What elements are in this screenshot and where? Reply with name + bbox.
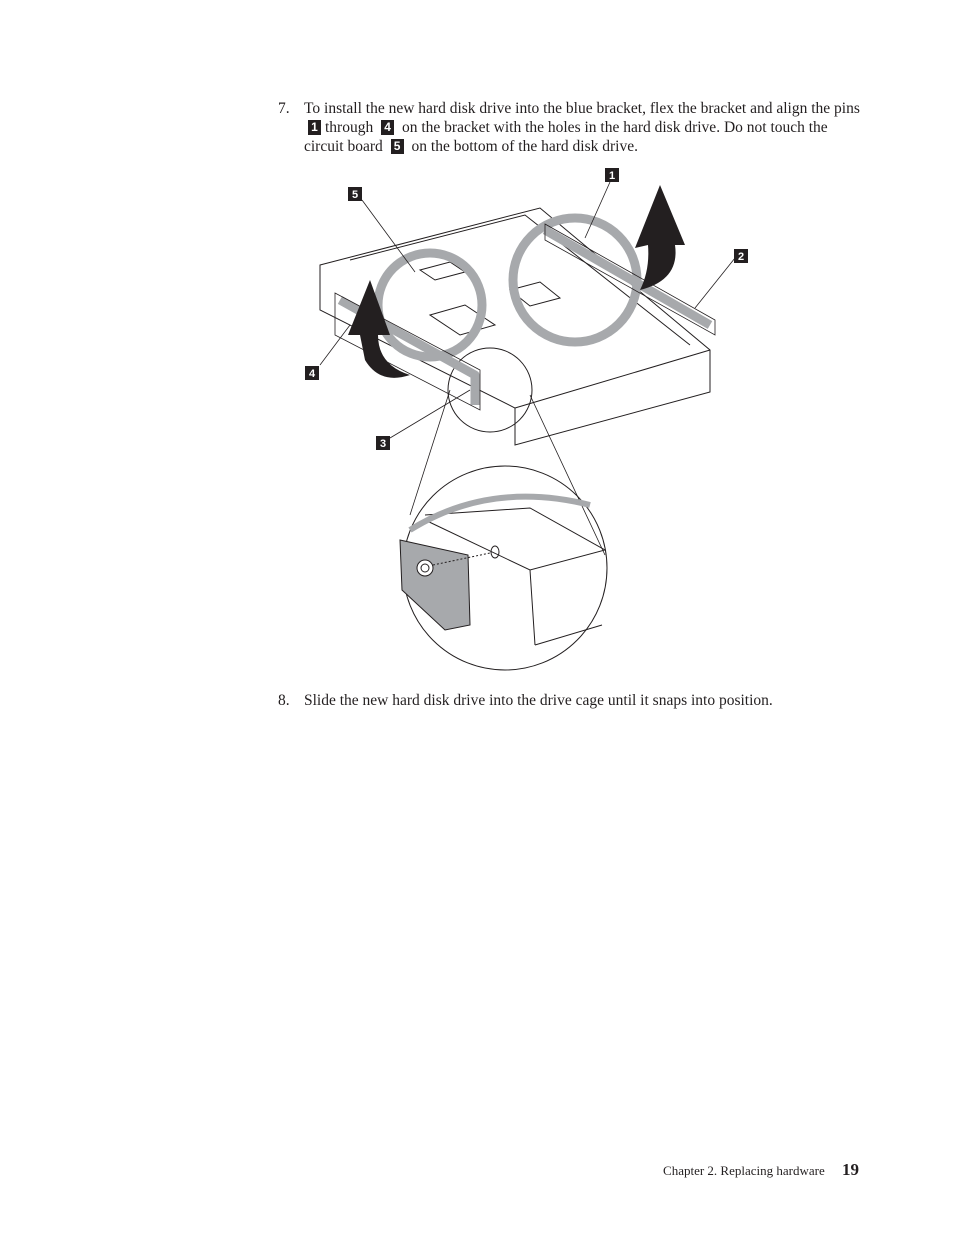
figure-label: 2 bbox=[737, 251, 745, 263]
step-number: 8. bbox=[278, 692, 290, 709]
page-number: 19 bbox=[842, 1160, 859, 1179]
step-text: To install the new hard disk drive into the blue bracket, flex the bracket and align the pins 1 through 4 on the bracket with the holes in the hard disk drive. Do not touch the circuit board 5 on the bottom of the hard disk drive. bbox=[304, 100, 860, 155]
hard-disk-bracket-illustration bbox=[290, 160, 750, 680]
chapter-title: Chapter 2. Replacing hardware bbox=[663, 1163, 825, 1178]
figure-label: 3 bbox=[379, 438, 387, 450]
callout-badge: 5 bbox=[391, 139, 404, 154]
figure-label: 4 bbox=[308, 368, 316, 380]
page-footer bbox=[663, 1160, 859, 1180]
step-8 bbox=[278, 691, 868, 710]
step-7 bbox=[278, 99, 868, 156]
figure-label: 1 bbox=[608, 170, 616, 182]
callout-badge: 1 bbox=[308, 120, 321, 135]
callout-badge: 4 bbox=[381, 120, 394, 135]
step-text: Slide the new hard disk drive into the drive cage until it snaps into position. bbox=[304, 692, 773, 709]
illustration-svg bbox=[290, 160, 750, 680]
step-number: 7. bbox=[278, 100, 290, 117]
figure-label: 5 bbox=[351, 189, 359, 201]
